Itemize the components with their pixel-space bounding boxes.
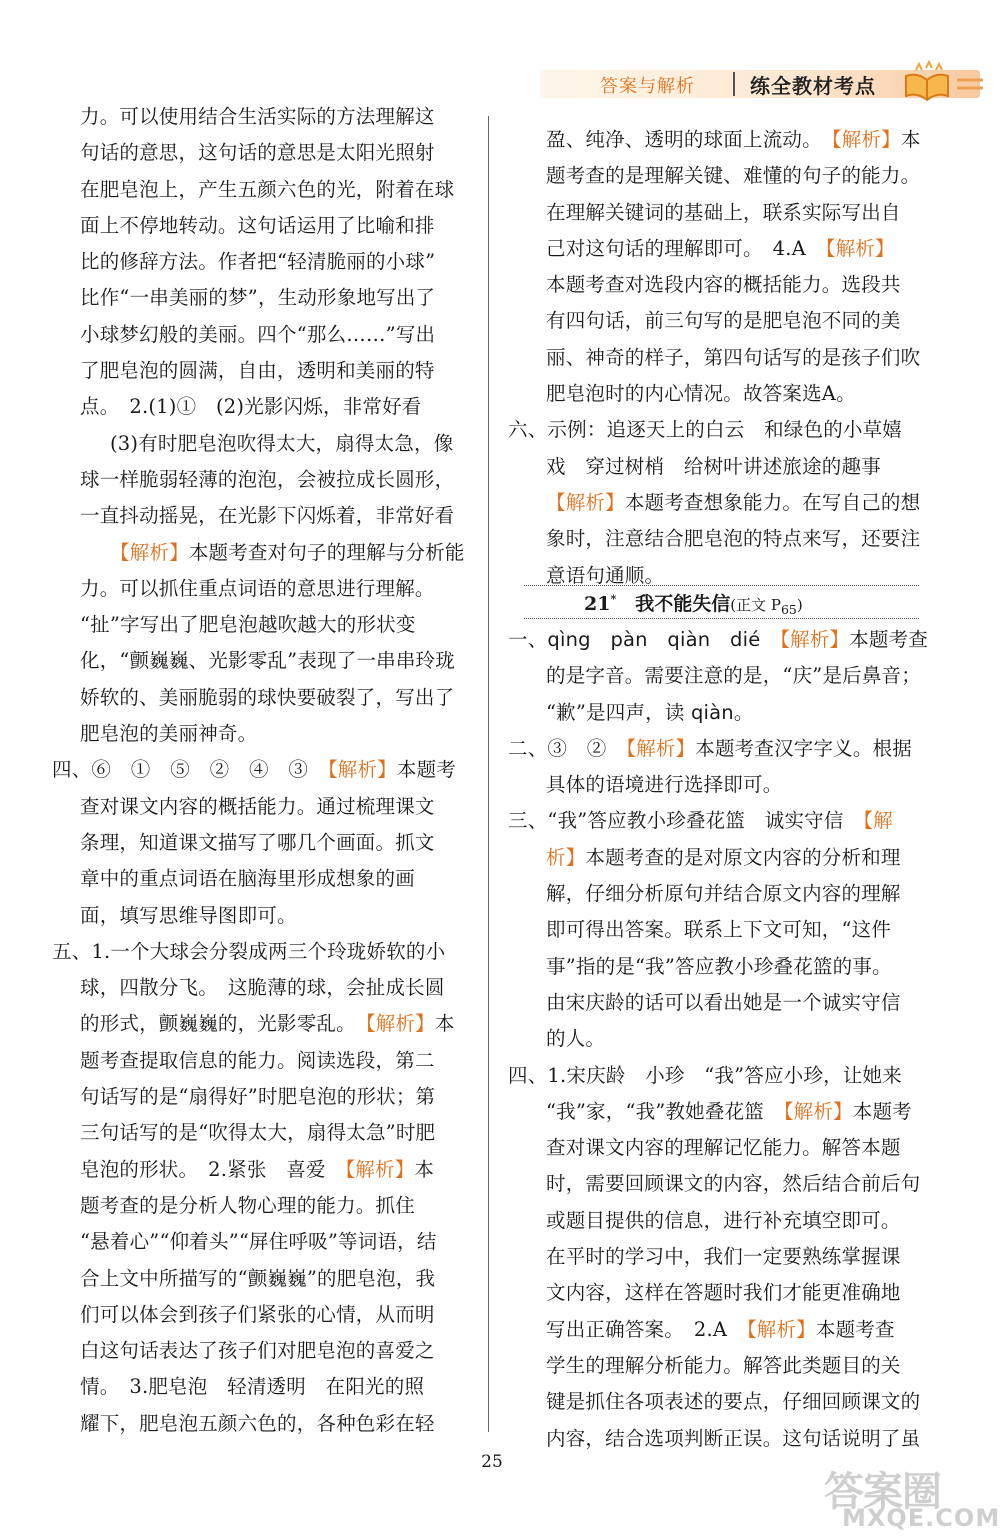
book-title: 练全教材考点: [750, 74, 876, 98]
line-text: 面，填写思维导图即可。: [80, 903, 297, 927]
analysis-tag: 【解析】: [365, 1012, 435, 1036]
text-line: [508, 521, 928, 557]
line-text: 本: [900, 128, 921, 151]
text-line: [508, 1058, 928, 1094]
line-text: 了肥皂泡的圆满，自由，透明和美丽的特: [80, 359, 435, 383]
line-text: 条理，知道课文描写了哪几个画面。抓文: [80, 830, 435, 854]
text-line: [80, 898, 482, 934]
text-line: [508, 912, 928, 948]
text-line: [80, 643, 482, 679]
line-text: 本题考查: [849, 628, 928, 651]
line-prefix: 一、: [508, 628, 548, 651]
text-line: [80, 498, 482, 534]
line-text: 化，“颤巍巍、光影零乱”表现了一串串玲珑: [80, 649, 455, 673]
line-text: 解，仔细分析原句并结合原文内容的理解: [546, 882, 901, 906]
lesson-ref-text: (正文 P: [730, 596, 781, 614]
text-line: [508, 1275, 928, 1311]
watermark: [820, 1460, 1000, 1536]
line-prefix: 写出正确答案。 2.A: [546, 1317, 747, 1341]
analysis-tag: 【解析】: [783, 1099, 853, 1123]
line-text: 一直抖动摇晃，在光影下闪烁着，非常好看: [80, 504, 455, 528]
text-line: [80, 135, 482, 171]
text-line: [508, 1094, 928, 1130]
line-prefix: 四、⑥ ① ⑤ ② ④ ③: [52, 758, 328, 782]
analysis-tag: 【解析】: [546, 490, 625, 514]
text-line: [80, 244, 482, 280]
text-line: [80, 208, 482, 244]
line-prefix: 的形式，颤巍巍的，光影零乱。: [80, 1012, 366, 1036]
text-line: [508, 1021, 928, 1057]
line-text: 内容，结合选项判断正误。这句话说明了虽: [546, 1426, 921, 1450]
line-prefix: 皂泡的形状。 2.紧张 喜爱: [80, 1157, 346, 1181]
text-line: [80, 389, 482, 425]
text-line: [508, 731, 928, 767]
line-text: 的是字音。需要注意的是，“庆”是后鼻音；: [546, 664, 921, 688]
text-line: [52, 752, 482, 788]
line-text: 肥皂泡时的内心情况。故答案选A。: [546, 382, 856, 406]
line-text: 的人。: [546, 1027, 606, 1051]
analysis-tag: 【解析】: [825, 236, 895, 260]
lesson-mark: *: [610, 592, 617, 606]
text-line: [508, 412, 928, 448]
text-line: [508, 767, 928, 803]
text-line: [80, 1152, 482, 1188]
line-text: 六、示例：追逐天上的白云 和绿色的小草嬉: [508, 418, 903, 442]
text-line: [80, 353, 482, 389]
line-text: 球一样脆弱轻薄的泡泡，会被拉成长圆形，: [80, 467, 455, 491]
lesson-ref: [730, 596, 803, 617]
answer-label: 答案与解析: [600, 76, 695, 97]
line-text: 本题考查的是对原文内容的分析和理: [585, 845, 901, 869]
line-text: 情。 3.肥皂泡 轻清透明 在阳光的照: [80, 1375, 425, 1399]
text-line: [508, 658, 928, 694]
text-line: [80, 462, 482, 498]
line-text: 丽、神奇的样子，第四句话写的是孩子们吹: [546, 345, 921, 369]
text-line: [80, 571, 482, 607]
line-text: 题考查的是分析人物心理的能力。抓住: [80, 1193, 415, 1217]
decor-lines-icon: [955, 76, 985, 92]
text-line: [80, 825, 482, 861]
left-column: [52, 99, 482, 1442]
analysis-tag: 【解析】: [746, 1317, 816, 1341]
text-line: [80, 1188, 482, 1224]
line-text: 句话的意思，这句话的意思是太阳光照射: [80, 141, 435, 165]
text-line: [80, 1333, 482, 1369]
text-line: [80, 1406, 482, 1442]
text-line: [508, 1312, 928, 1348]
line-text: 题考查的是理解关键、难懂的句子的能力。: [546, 164, 921, 188]
line-text: 意语句通顺。: [546, 563, 665, 587]
line-text: 本: [414, 1157, 435, 1181]
line-text: 三句话写的是“吹得太大，扇得太急”时肥: [80, 1121, 436, 1145]
line-text: 有四句话，前三句写的是肥皂泡不同的美: [546, 309, 901, 333]
text-line: [80, 317, 482, 353]
line-text: 由宋庆龄的话可以看出她是一个诚实守信: [546, 990, 901, 1014]
text-line: [80, 1006, 482, 1042]
watermark-url: MXQE.COM: [842, 1504, 1000, 1532]
line-text: 五、1.一个大球会分裂成两三个玲珑娇软的小: [52, 939, 446, 963]
text-line: [508, 158, 928, 194]
text-line: [80, 535, 482, 571]
line-prefix: 二、③ ②: [508, 736, 627, 760]
text-line: [80, 172, 482, 208]
line-text: 时，需要回顾课文的内容，然后结合前后句: [546, 1172, 921, 1196]
text-line: [80, 280, 482, 316]
text-line: [508, 449, 928, 485]
line-prefix: 三、“我”答应教小珍叠花篮 诚实守信: [508, 809, 864, 833]
pinyin-text: qiàn: [690, 700, 734, 724]
line-text: 们可以体会到孩子们紧张的心情，从而明: [80, 1302, 435, 1326]
lesson-title: [584, 589, 803, 617]
pinyin-text: qìng pàn qiàn dié: [547, 628, 781, 651]
lesson-ref-page: 65: [780, 602, 797, 617]
text-line: [508, 1384, 928, 1420]
text-line: [508, 122, 928, 158]
text-line: [508, 231, 928, 267]
text-line: [508, 340, 928, 376]
line-prefix: “我”家，“我”教她叠花篮: [546, 1099, 784, 1123]
text-line: [80, 426, 482, 462]
watermark-logo: 答案圈: [824, 1469, 941, 1515]
line-text: 本题考查对选段内容的概括能力。选段共: [546, 273, 901, 297]
text-line: [80, 99, 482, 135]
line-text: 点。 2.(1)① (2)光影闪烁，非常好看: [80, 395, 422, 419]
line-text: 文内容，这样在答题时我们才能更准确地: [546, 1281, 901, 1305]
line-text: 戏 穿过树梢 给树叶讲述旅途的趣事: [546, 454, 881, 478]
lesson-rule-bottom: [524, 618, 919, 619]
text-line: [80, 861, 482, 897]
text-line: [508, 840, 928, 876]
line-prefix: 己对这句话的理解即可。 4.A: [546, 236, 826, 260]
line-text: 。: [733, 700, 754, 724]
line-text: 在平时的学习中，我们一定要熟练掌握课: [546, 1245, 901, 1269]
analysis-tag: 析】: [546, 845, 586, 869]
line-text: 象时，注意结合肥皂泡的特点来写，还要注: [546, 527, 921, 551]
text-line: [80, 970, 482, 1006]
text-line: [508, 949, 928, 985]
text-line: [508, 1130, 928, 1166]
line-text: 事”指的是“我”答应教小珍叠花篮的事。: [546, 954, 892, 978]
book-icon: [902, 62, 952, 102]
lesson-ref-close: ): [796, 596, 803, 614]
text-line: [80, 607, 482, 643]
line-text: 面上不停地转动。这句话运用了比喻和排: [80, 213, 435, 237]
text-line: [80, 1043, 482, 1079]
text-line: [80, 1079, 482, 1115]
line-text: 比的修辞方法。作者把“轻清脆丽的小球”: [80, 250, 436, 274]
analysis-tag: 【解: [863, 809, 893, 833]
line-text: 本题考查想象能力。在写自己的想: [624, 490, 921, 514]
line-text: 四、1.宋庆龄 小珍 “我”答应小珍，让她来: [508, 1063, 902, 1087]
text-line: [508, 695, 928, 731]
line-text: 查对课文内容的理解记忆能力。解答本题: [546, 1136, 901, 1160]
text-line: [80, 789, 482, 825]
analysis-tag: 【解析】: [626, 736, 696, 760]
line-text: 在肥皂泡上，产生五颜六色的光，附着在球: [80, 177, 455, 201]
line-text: 题考查提取信息的能力。阅读选段，第二: [80, 1048, 435, 1072]
line-text: 即可得出答案。联系上下文可知，“这件: [546, 918, 892, 942]
line-text: 在理解关键词的基础上，联系实际写出自: [546, 200, 901, 224]
line-text: 学生的理解分析能力。解答此类题目的关: [546, 1353, 901, 1377]
line-text: 本题考查对句子的理解与分析能: [188, 540, 465, 564]
line-text: 键是抓住各项表述的要点，仔细回顾课文的: [546, 1390, 921, 1414]
text-line: [508, 622, 928, 658]
text-line: [508, 376, 928, 412]
text-line: [80, 1115, 482, 1151]
text-line: [508, 267, 928, 303]
text-line: [508, 1203, 928, 1239]
right-column-top: [508, 122, 928, 594]
lesson-number: 21: [584, 593, 611, 615]
page-header: [520, 62, 984, 106]
line-text: 具体的语境进行选择即可。: [546, 773, 783, 797]
line-text: 比作“一串美丽的梦”，生动形象地写出了: [80, 286, 436, 310]
text-line: [80, 1224, 482, 1260]
line-text: 章中的重点词语在脑海里形成想象的画: [80, 867, 415, 891]
header-divider: [733, 72, 735, 96]
line-text: (3)有时肥皂泡吹得太大，扇得太急，像: [110, 431, 454, 455]
line-text: 本题考: [396, 758, 456, 782]
text-line: [508, 1348, 928, 1384]
line-text: 力。可以使用结合生活实际的方法理解这: [80, 105, 435, 128]
analysis-tag: 【解析】: [831, 128, 901, 151]
line-text: 本题考查汉字字义。根据: [695, 736, 912, 760]
right-column-bottom: [508, 622, 928, 1457]
line-text: 小球梦幻般的美丽。四个“那么……”写出: [80, 322, 436, 346]
line-text: 本: [434, 1012, 455, 1036]
line-text: 本题考: [852, 1099, 912, 1123]
line-text: “悬着心”“仰着头”“屏住呼吸”等词语，结: [80, 1230, 437, 1254]
line-text: 或题目提供的信息，进行补充填空即可。: [546, 1208, 901, 1232]
text-line: [508, 195, 928, 231]
lesson-heading: [524, 585, 919, 619]
line-text: 合上文中所描写的“颤巍巍”的肥皂泡，我: [80, 1266, 436, 1290]
line-prefix: “歉”是四声，读: [546, 700, 691, 724]
text-line: [508, 876, 928, 912]
line-text: 球，四散分飞。 这脆薄的球，会扯成长圆: [80, 976, 445, 1000]
line-prefix: 盈、纯净、透明的球面上流动。: [546, 128, 832, 151]
line-text: 句话写的是“扇得好”时肥皂泡的形状；第: [80, 1085, 436, 1109]
line-text: 肥皂泡的美丽神奇。: [80, 722, 258, 746]
line-text: 白这句话表达了孩子们对肥皂泡的喜爱之: [80, 1339, 435, 1363]
text-line: [508, 303, 928, 339]
line-text: 力。可以抓住重点词语的意思进行理解。: [80, 576, 435, 600]
text-line: [508, 803, 928, 839]
text-line: [508, 985, 928, 1021]
analysis-tag: 【解析】: [345, 1157, 415, 1181]
column-divider: [488, 116, 489, 1432]
analysis-tag: 【解析】: [780, 628, 850, 651]
line-text: 耀下，肥皂泡五颜六色的，各种色彩在轻: [80, 1411, 435, 1435]
line-text: “扯”字写出了肥皂泡越吹越大的形状变: [80, 613, 416, 637]
text-line: [508, 1166, 928, 1202]
text-line: [52, 934, 482, 970]
line-text: 本题考查: [815, 1317, 895, 1341]
text-line: [80, 716, 482, 752]
lesson-name: 我不能失信: [635, 593, 731, 615]
text-line: [508, 485, 928, 521]
lesson-rule-top: [524, 585, 919, 586]
text-line: [80, 1297, 482, 1333]
page-number: 25: [481, 1452, 503, 1472]
analysis-tag: 【解析】: [110, 540, 189, 564]
line-text: 查对课文内容的概括能力。通过梳理课文: [80, 794, 435, 818]
analysis-tag: 【解析】: [327, 758, 397, 782]
text-line: [80, 680, 482, 716]
text-line: [80, 1369, 482, 1405]
line-text: 娇软的、美丽脆弱的球快要破裂了，写出了: [80, 685, 455, 709]
text-line: [508, 1239, 928, 1275]
text-line: [80, 1261, 482, 1297]
